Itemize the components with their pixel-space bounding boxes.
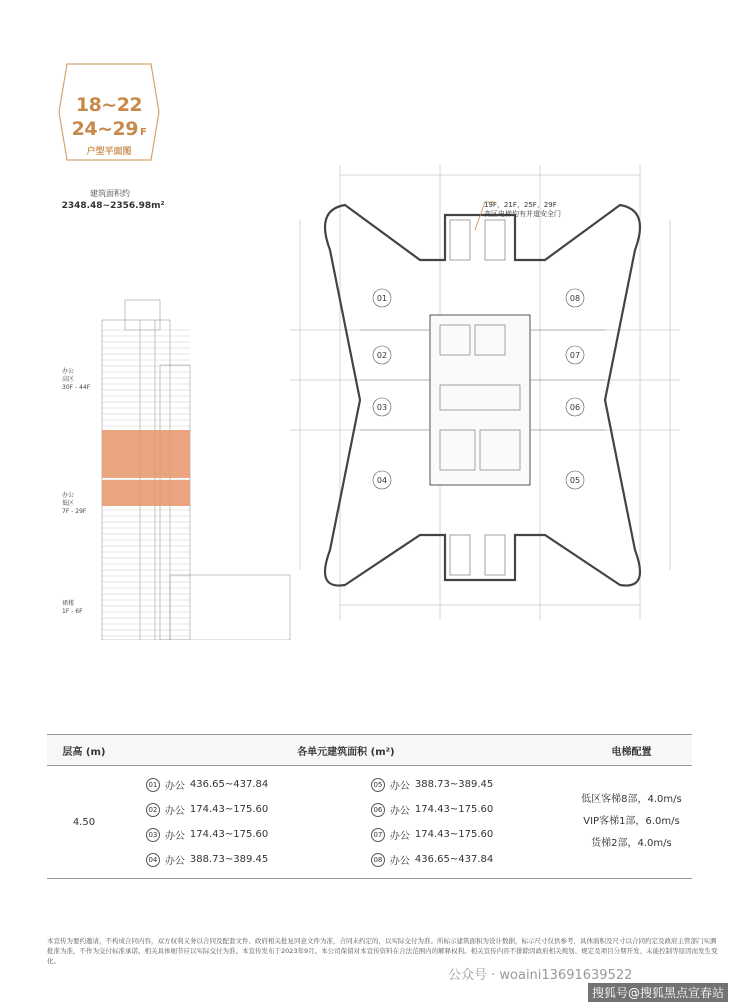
unit-marker-04: [373, 471, 391, 489]
zone-high-label: 办公 高区 30F - 44F: [62, 368, 91, 391]
elevator-line: 货梯2部，4.0m/s: [591, 838, 672, 849]
unit-number: 04: [376, 476, 388, 485]
unit-cell: [121, 852, 346, 867]
area-value: 2348.48~2356.98m²: [61, 201, 165, 211]
unit-area: 436.65~437.84: [414, 854, 494, 865]
unit-number: 01: [376, 294, 388, 303]
unit-cell: [346, 802, 571, 817]
unit-area: 174.43~175.60: [414, 829, 494, 840]
elevator-line: VIP客梯1部，6.0m/s: [583, 816, 680, 827]
unit-number: 08: [569, 294, 581, 303]
unit-number-badge: 08: [371, 853, 385, 867]
header-elevator: 电梯配置: [571, 735, 692, 766]
watermark-wechat: 公众号 · woaini13691639522: [448, 968, 633, 983]
unit-number: 06: [569, 403, 581, 412]
unit-area: 388.73~389.45: [414, 779, 494, 790]
unit-areas: [121, 766, 571, 879]
unit-cell: [121, 777, 346, 792]
highlight-floors-upper: [102, 430, 190, 478]
unit-cell: [121, 802, 346, 817]
zone-podium-label: 裙楼 1F - 6F: [62, 600, 83, 615]
badge-subtitle: 户型平面图: [86, 147, 132, 157]
unit-number-badge: 01: [146, 778, 160, 792]
badge-floors-1: 18~22: [75, 94, 143, 116]
plan-annotation: 19F、21F、25F、29F 高区电梯均有并道安全门: [484, 201, 561, 218]
unit-cell: [346, 777, 571, 792]
unit-marker-07: [566, 346, 584, 364]
unit-type: 办公: [389, 781, 410, 792]
unit-type: 办公: [389, 856, 410, 867]
unit-marker-03: [373, 398, 391, 416]
unit-area: 436.65~437.84: [189, 779, 269, 790]
unit-type: 办公: [389, 831, 410, 842]
badge-floors-2: 24~29 F: [71, 118, 147, 140]
unit-number: 05: [569, 476, 581, 485]
unit-type: 办公: [164, 831, 185, 842]
unit-cell: [121, 827, 346, 842]
unit-area: 388.73~389.45: [189, 854, 269, 865]
unit-marker-02: [373, 346, 391, 364]
unit-type: 办公: [164, 856, 185, 867]
unit-area: 174.43~175.60: [414, 804, 494, 815]
unit-number-badge: 07: [371, 828, 385, 842]
unit-type: 办公: [389, 806, 410, 817]
floor-height-value: 4.50: [47, 766, 121, 879]
unit-number-badge: 05: [371, 778, 385, 792]
header-area: 各单元建筑面积 (m²): [121, 735, 571, 766]
unit-number: 07: [569, 351, 581, 360]
elevator-line: 低区客梯8部，4.0m/s: [581, 794, 682, 805]
unit-row: [121, 797, 571, 822]
watermark-sohu: 搜狐号@搜狐黑点宣春站: [588, 983, 728, 1002]
unit-number: 02: [376, 351, 388, 360]
unit-cell: [346, 852, 571, 867]
unit-marker-01: [373, 289, 391, 307]
unit-area: 174.43~175.60: [189, 829, 269, 840]
floor-plan: [270, 150, 700, 630]
unit-marker-06: [566, 398, 584, 416]
unit-row: [121, 822, 571, 847]
unit-number-badge: 06: [371, 803, 385, 817]
unit-type: 办公: [164, 781, 185, 792]
unit-marker-08: [566, 289, 584, 307]
unit-type: 办公: [164, 806, 185, 817]
unit-number-badge: 03: [146, 828, 160, 842]
unit-number-badge: 04: [146, 853, 160, 867]
unit-marker-05: [566, 471, 584, 489]
unit-row: [121, 847, 571, 872]
header-height: 层高 (m): [47, 735, 121, 766]
disclaimer: 本宣传为要约邀请，不构成合同内容，双方权利义务以合同及配套文件、政府相关批复同意文件为准，合同未约定的，以实际交付为准。所标示建筑面积为设计数据，标示尺寸仅供参考，具体面积及尺寸以合同约定及政府主管部门实测批准为准，不作为交付标准承诺。相关具体细节应以实际交付为准。本宣传发布于2023年9月。本公司保留对本宣传资料在合法范围内的解释权利。相关宣传内容不排除因政府相关规划、规定及项目分期开发、未能控制等原因而发生变化。: [47, 937, 718, 965]
area-label: 建筑面积约: [90, 189, 130, 198]
zone-low-label: 办公 低区 7F - 29F: [62, 492, 87, 515]
spec-table: [47, 734, 692, 879]
unit-cell: [346, 827, 571, 842]
floor-badge: [57, 62, 161, 162]
unit-number-badge: 02: [146, 803, 160, 817]
unit-area: 174.43~175.60: [189, 804, 269, 815]
elevator-config: [571, 766, 692, 879]
unit-row: [121, 772, 571, 797]
highlight-floors-lower: [102, 480, 190, 506]
unit-number: 03: [376, 403, 388, 412]
